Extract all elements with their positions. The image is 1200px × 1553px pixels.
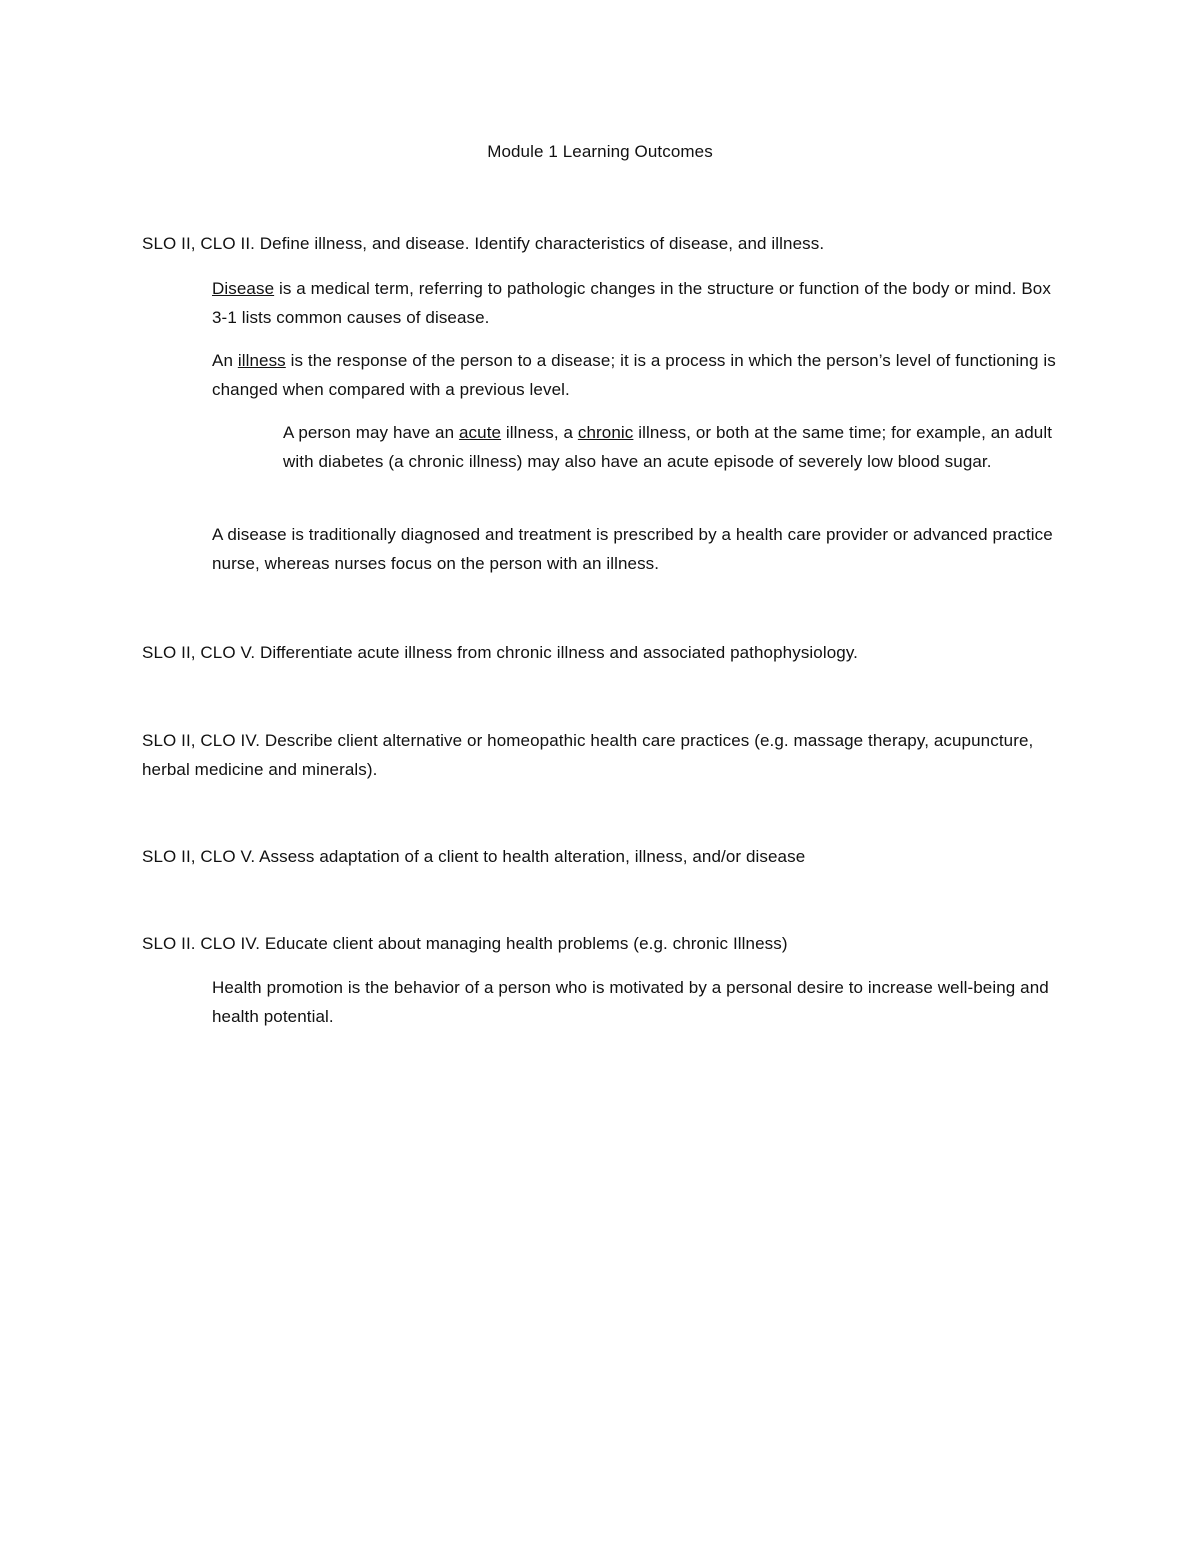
paragraph-lead: A person may have an xyxy=(283,423,459,442)
section-heading-2: SLO II, CLO V. Differentiate acute illness from chronic illness and associated pathophysiology. xyxy=(142,643,859,662)
paragraph-disease-definition xyxy=(212,274,1062,332)
page-title: Module 1 Learning Outcomes xyxy=(487,142,713,161)
paragraph-text: illness, or both at the same time; for example, an adult with diabetes (a chronic illness) may also have an acute episode of severely low blood sugar. xyxy=(283,423,1053,471)
paragraph-text: is the response of the person to a disease; it is a process in which the person’s level of functioning is changed when compared with a previous level. xyxy=(212,351,1056,399)
paragraph-illness-definition xyxy=(212,346,1062,404)
term-disease: Disease xyxy=(212,279,275,298)
section-heading-4: SLO II, CLO V. Assess adaptation of a client to health alteration, illness, and/or disease xyxy=(142,847,806,866)
paragraph-diagnosis: A disease is traditionally diagnosed and treatment is prescribed by a health care provider or advanced practice nurse, whereas nurses focus on the person with an illness. xyxy=(212,525,1053,573)
paragraph-mid: illness, a xyxy=(501,423,578,442)
paragraph-lead: An xyxy=(212,351,238,370)
paragraph-text: is a medical term, referring to pathologic changes in the structure or function of the body or mind. Box 3-1 lists common causes of disease. xyxy=(212,279,1051,327)
term-acute: acute xyxy=(459,423,502,442)
paragraph-health-promotion: Health promotion is the behavior of a person who is motivated by a personal desire to increase well-being and health potential. xyxy=(212,978,1049,1026)
section-heading-1: SLO II, CLO II. Define illness, and disease. Identify characteristics of disease, and illness. xyxy=(142,234,825,253)
section-heading-3: SLO II, CLO IV. Describe client alternative or homeopathic health care practices (e.g. massage therapy, acupuncture, herbal medicine and minerals). xyxy=(142,731,1034,779)
term-illness: illness xyxy=(237,351,286,370)
section-heading-5: SLO II. CLO IV. Educate client about managing health problems (e.g. chronic Illness) xyxy=(142,934,788,953)
paragraph-acute-chronic xyxy=(283,418,1063,476)
term-chronic: chronic xyxy=(577,423,634,442)
